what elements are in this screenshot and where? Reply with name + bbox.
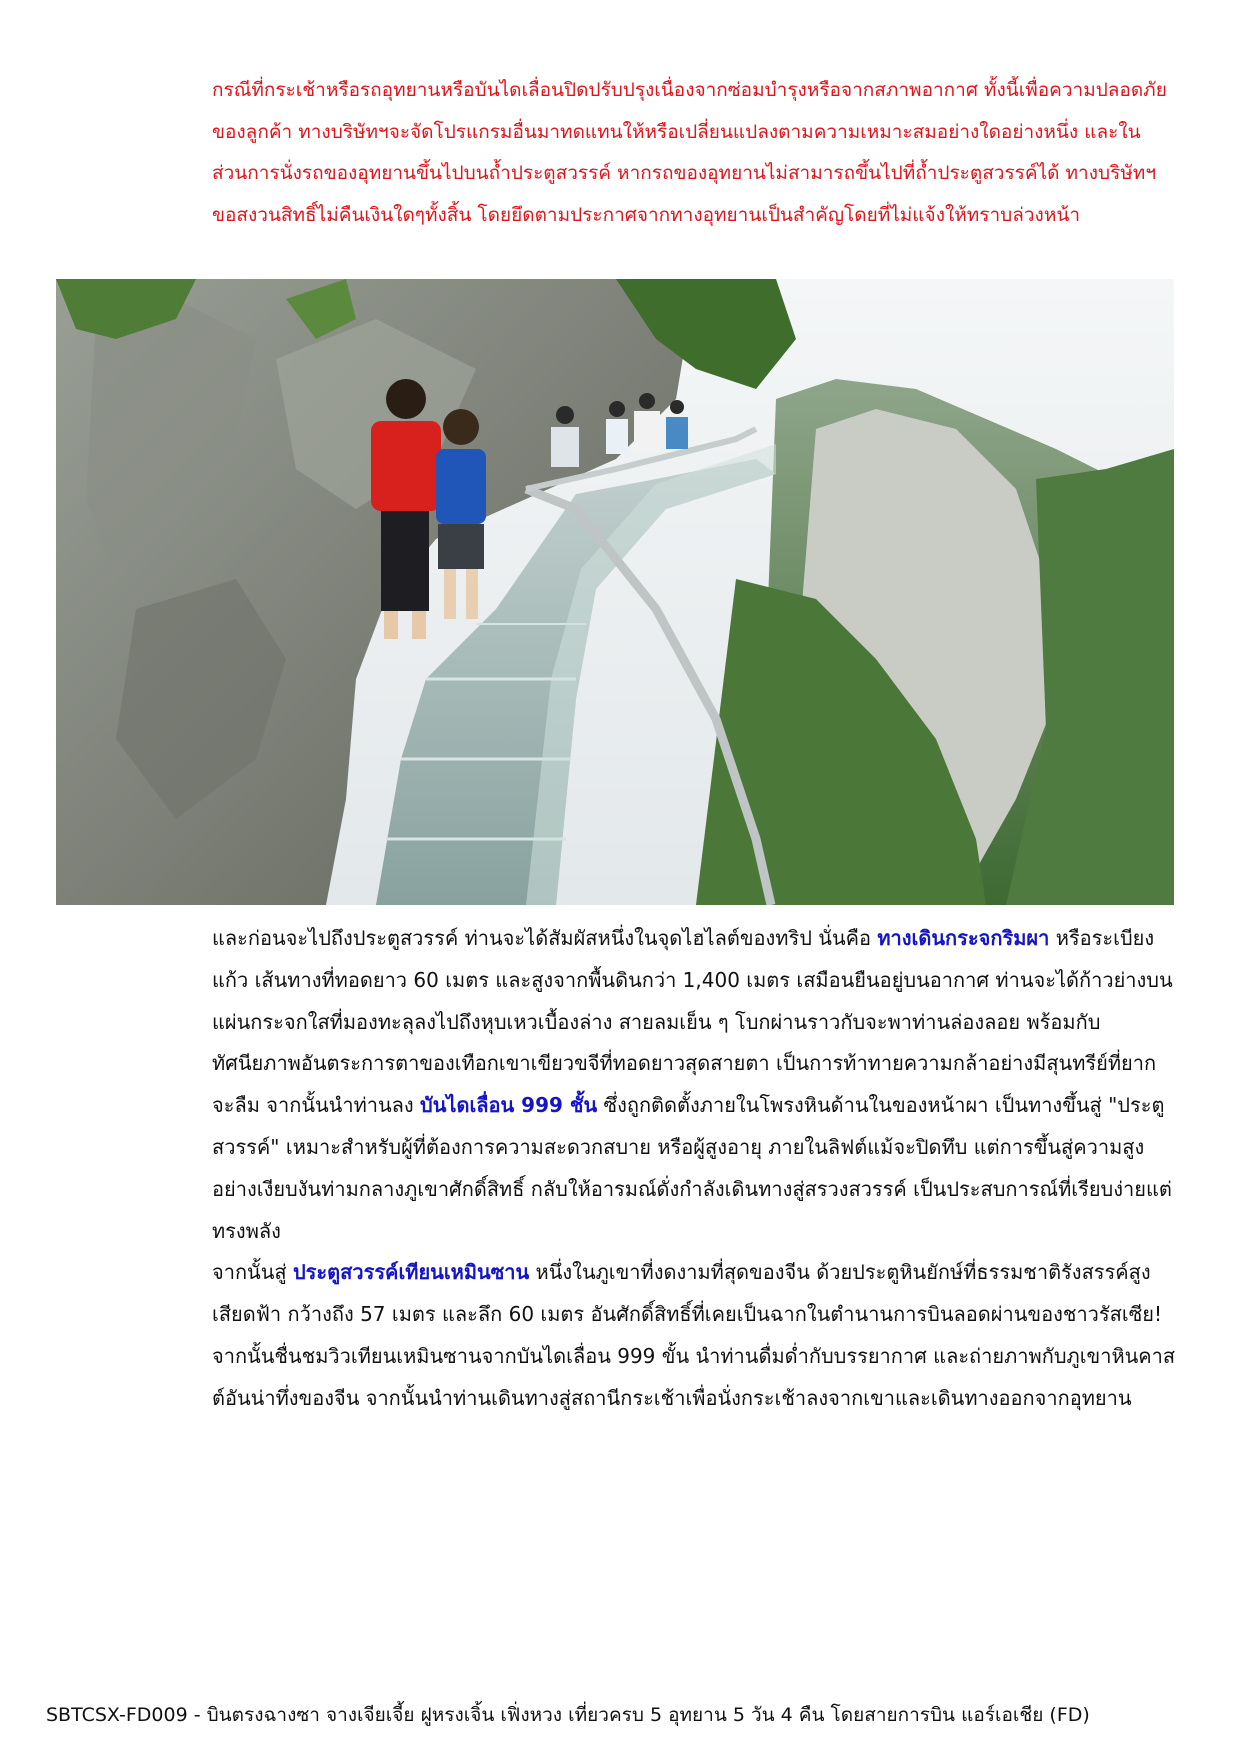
paragraph1-text-3: ซึ่งถูกติดตั้งภายในโพรงหินด้านในของหน้าผา เป็นทางขึ้นสู่ "ประตูสวรรค์" เหมาะสำหรับผู้ที่ต้องการความสะดวกสบาย หรือผู้สูงอายุ ภายในลิฟต์แม้จะปิดทึบ แต่การขึ้นสู่ความสูงอย่างเงียบงันท่ามกลางภูเขาศักดิ์สิทธิ์ กลับให้อารมณ์ดั่งกำลังเดินทางสู่สรวงสวรรค์ เป็นประสบการณ์ที่เรียบง่ายแต่ทรงพลัง (212, 1093, 1172, 1243)
page-footer: SBTCSX-FD009 - บินตรงฉางซา จางเจียเจี้ย ฝูหรงเจิ้น เฟิ่งหวง เที่ยวครบ 5 อุทยาน 5 วัน 4 คืน โดยสายการบิน แอร์เอเชีย (FD) (46, 1704, 1090, 1726)
paragraph1-text-2: หรือระเบียงแก้ว เส้นทางที่ทอดยาว 60 เมตร และสูงจากพื้นดินกว่า 1,400 เมตร เสมือนยืนอยู่บนอากาศ ท่านจะได้ก้าวย่างบนแผ่นกระจกใสที่มองทะลุลงไปถึงหุบเหวเบื้องล่าง สายลมเย็น ๆ โบกผ่านราวกับจะพาท่านล่องลอย พร้อมกับทัศนียภาพอันตระการตาของเทือกเขาเขียวขจีที่ทอดยาวสุดสายตา เป็นการท้าทายความกล้าอย่างมีสุนทรีย์ที่ยากจะลืม จากนั้นนำท่านลง (212, 926, 1173, 1118)
highlight-escalator: บันไดเลื่อน 999 ชั้น (420, 1093, 598, 1118)
paragraph2-text-2: หนึ่งในภูเขาที่งดงามที่สุดของจีน ด้วยประตูหินยักษ์ที่ธรรมชาติรังสรรค์สูงเสียดฟ้า กว้างถึง 57 เมตร และลึก 60 เมตร อันศักดิ์สิทธิ์ที่เคยเป็นฉากในตำนานการบินลอดผ่านของชาวรัสเซีย! จากนั้นชื่นชมวิวเทียนเหมินซานจากบันไดเลื่อน 999 ขั้น นำท่านดื่มด่ำกับบรรยากาศ และถ่ายภาพกับภูเขาหินคาสต์อันน่าทึ่งของจีน จากนั้นนำท่านเดินทางสู่สถานีกระเช้าเพื่อนั่งกระเช้าลงจากเขาและเดินทางออกจากอุทยาน (212, 1260, 1176, 1410)
paragraph-heaven-gate (212, 1252, 1178, 1419)
skywalk-photo (56, 279, 1174, 905)
notice-text: กรณีที่กระเช้าหรือรถอุทยานหรือบันไดเลื่อนปิดปรับปรุงเนื่องจากซ่อมบำรุงหรือจากสภาพอากาศ ทั้งนี้เพื่อความปลอดภัยของลูกค้า ทางบริษัทฯจะจัดโปรแกรมอื่นมาทดแทนให้หรือเปลี่ยนแปลงตามความเหมาะสมอย่างใดอย่างหนึ่ง และในส่วนการนั่งรถของอุทยานขึ้นไปบนถ้ำประตูสวรรค์ หากรถของอุทยานไม่สามารถขึ้นไปที่ถ้ำประตูสวรรค์ได้ ทางบริษัทฯ ขอสงวนสิทธิ์ไม่คืนเงินใดๆทั้งสิ้น โดยยึดตามประกาศจากทางอุทยานเป็นสำคัญโดยที่ไม่แจ้งให้ทราบล่วงหน้า (212, 79, 1167, 226)
paragraph-glass-walkway (212, 918, 1178, 1252)
highlight-heaven-gate: ประตูสวรรค์เทียนเหมินซาน (292, 1260, 530, 1285)
skywalk-illustration (56, 279, 1174, 905)
highlight-glass-walkway: ทางเดินกระจกริมผา (877, 926, 1050, 950)
paragraph2-text-1: จากนั้นสู่ (212, 1260, 293, 1285)
description (212, 918, 1178, 1420)
paragraph1-text-1: และก่อนจะไปถึงประตูสวรรค์ ท่านจะได้สัมผัสหนึ่งในจุดไฮไลต์ของทริป นั่นคือ (212, 926, 878, 950)
